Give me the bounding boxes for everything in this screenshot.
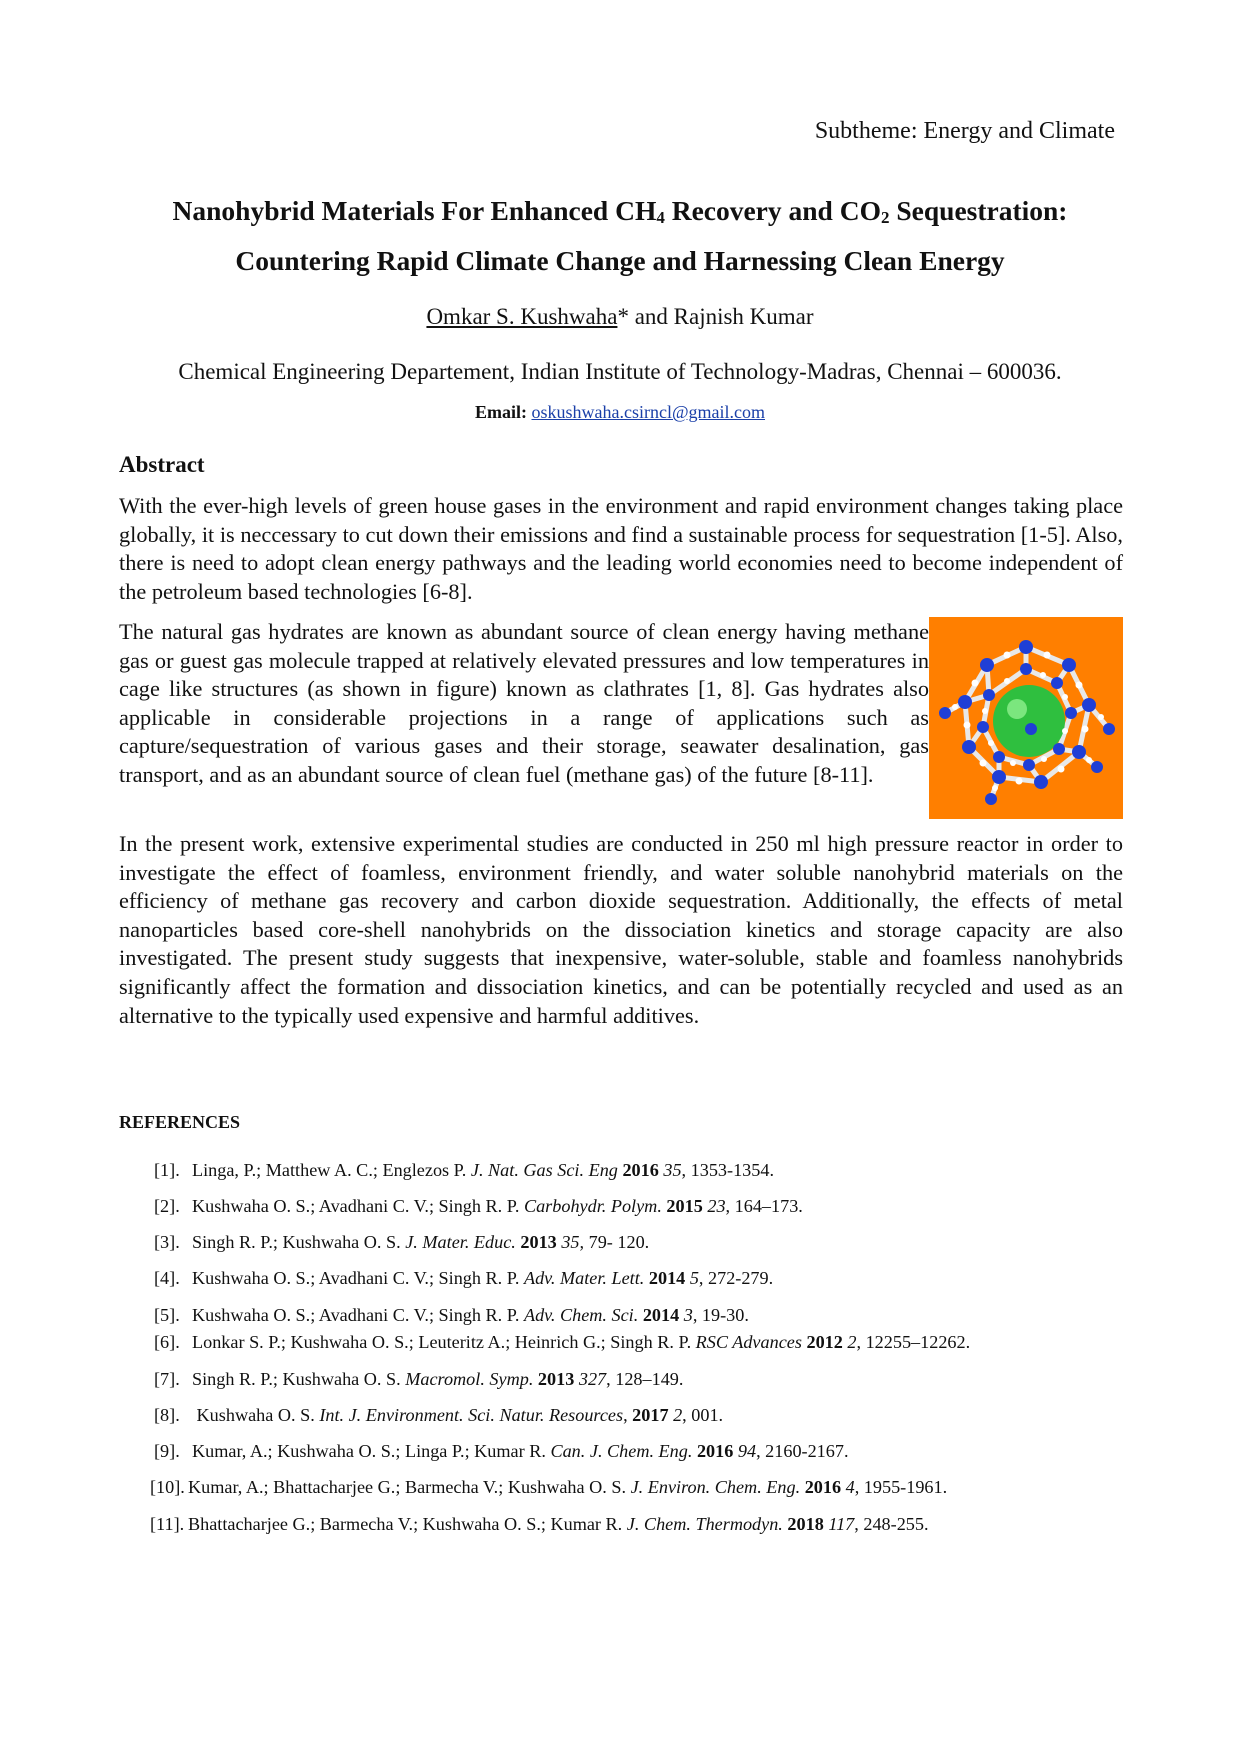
reference-number: [10]. <box>150 1477 185 1497</box>
reference-journal: Carbohydr. Polym. <box>523 1196 662 1216</box>
reference-year: 2012 <box>806 1332 843 1352</box>
title-subscript-4: 4 <box>656 208 665 227</box>
reference-pages: , 164–173. <box>725 1196 803 1216</box>
abstract-paragraph-3: In the present work, extensive experimental studies are conducted in 250 ml high pressure reactor in order to investigate the effect of foamless, environment friendly, and water soluble nanohybrid materials on the efficiency of methane gas recovery and carbon dioxide sequestration. Additionally, the effects of metal nanoparticles based core-shell nanohybrids on the dissociation kinetics and storage capacity are also investigated. The present study suggests that inexpensive, water-soluble, stable and foamless nanohybrids significantly affect the formation and dissociation kinetics, and can be potentially recycled and used as an alternative to the typically used expensive and harmful additives. <box>119 831 1123 1028</box>
reference-number: [4]. <box>154 1268 180 1288</box>
reference-journal: J. Nat. Gas Sci. Eng <box>470 1160 618 1180</box>
reference-pages: , 001. <box>682 1405 724 1425</box>
reference-journal: Can. J. Chem. Eng. <box>550 1441 693 1461</box>
email-link[interactable]: oskushwaha.csirncl@gmail.com <box>531 402 766 422</box>
reference-authors: Kumar, A.; Kushwaha O. S.; Linga P.; Kumar R. <box>192 1441 551 1461</box>
reference-item <box>154 1330 970 1354</box>
reference-number: [9]. <box>154 1441 180 1461</box>
reference-pages: , 19-30. <box>692 1305 749 1325</box>
reference-pages: , 12255–12262. <box>856 1332 971 1352</box>
author-list <box>120 302 1120 332</box>
reference-item <box>150 1475 947 1499</box>
reference-number: [7]. <box>154 1369 180 1389</box>
reference-journal: Int. J. Environment. Sci. Natur. Resources <box>319 1405 624 1425</box>
reference-number: [11]. <box>150 1514 185 1534</box>
reference-authors: Linga, P.; Matthew A. C.; Englezos P. <box>192 1160 471 1180</box>
reference-item <box>150 1512 929 1536</box>
reference-journal: Adv. Mater. Lett. <box>523 1268 645 1288</box>
email-label: Email: <box>474 402 527 422</box>
reference-item <box>154 1439 849 1463</box>
subtheme-label: Subtheme: Energy and Climate <box>814 118 1115 144</box>
reference-journal: J. Mater. Educ. <box>405 1232 516 1252</box>
corresponding-asterisk: * <box>617 304 629 329</box>
reference-volume: 5 <box>689 1268 699 1288</box>
reference-pages: , 1353-1354. <box>681 1160 774 1180</box>
reference-volume: 117 <box>828 1514 855 1534</box>
reference-item <box>154 1403 723 1427</box>
reference-authors: Kushwaha O. S.; Avadhani C. V.; Singh R. P. <box>192 1268 524 1288</box>
title-line-1 <box>120 186 1120 236</box>
reference-pages: , 1955-1961. <box>854 1477 948 1497</box>
reference-item <box>154 1266 773 1290</box>
reference-volume: 2 <box>673 1405 683 1425</box>
reference-year: 2014 <box>648 1268 686 1288</box>
title-line-1-part-a: Nanohybrid Materials For Enhanced CH <box>172 195 657 226</box>
reference-item <box>154 1158 774 1182</box>
title-line-2: Countering Rapid Climate Change and Harnessing Clean Energy <box>235 245 1005 276</box>
reference-authors: Lonkar S. P.; Kushwaha O. S.; Leuteritz A.; Heinrich G.; Singh R. P. <box>192 1332 696 1352</box>
reference-authors: Kumar, A.; Bhattacharjee G.; Barmecha V.; Kushwaha O. S. <box>188 1477 631 1497</box>
paper-title <box>120 186 1120 286</box>
reference-volume: 35 <box>663 1160 682 1180</box>
email-line <box>120 400 1120 424</box>
reference-year: 2016 <box>622 1160 659 1180</box>
reference-pages: 79- 120. <box>584 1232 650 1252</box>
reference-authors: Kushwaha O. S.; Avadhani C. V.; Singh R. P. <box>192 1305 524 1325</box>
title-subscript-2: 2 <box>880 208 890 227</box>
reference-year: 2018 <box>787 1514 824 1534</box>
reference-year: 2015 <box>666 1196 703 1216</box>
reference-item <box>154 1194 803 1218</box>
reference-authors: Kushwaha O. S. <box>192 1405 320 1425</box>
primary-author: Omkar S. Kushwaha <box>426 304 618 329</box>
affiliation: Chemical Engineering Departement, Indian Institute of Technology-Madras, Chennai – 600036. <box>178 359 1062 384</box>
reference-journal: J. Environ. Chem. Eng. <box>630 1477 801 1497</box>
reference-item <box>154 1230 649 1254</box>
reference-number: [5]. <box>154 1305 180 1325</box>
reference-year: 2014 <box>642 1305 680 1325</box>
reference-volume: 3 <box>683 1305 693 1325</box>
reference-number: [1]. <box>154 1160 180 1180</box>
reference-volume: 327 <box>578 1369 607 1389</box>
reference-item <box>154 1303 749 1327</box>
reference-journal: J. Chem. Thermodyn. <box>626 1514 783 1534</box>
title-line-1-part-c: Sequestration: <box>889 195 1068 226</box>
reference-number: [6]. <box>154 1332 180 1352</box>
abstract-paragraph-1: With the ever-high levels of green house gases in the environment and rapid environment changes taking place globally, it is neccessary to cut down their emissions and find a sustainable process for sequestration [1-5]. Also, there is need to adopt clean energy pathways and the leading world economies need to become independent of the petroleum based technologies [6-8]. <box>119 493 1123 604</box>
reference-pages: , 128–149. <box>606 1369 684 1389</box>
reference-number: [3]. <box>154 1232 180 1252</box>
reference-volume: 35, <box>561 1232 585 1252</box>
reference-pages: , 272-279. <box>698 1268 774 1288</box>
reference-journal: Macromol. Symp. <box>405 1369 534 1389</box>
reference-number: [2]. <box>154 1196 180 1216</box>
abstract-paragraph-2: The natural gas hydrates are known as abundant source of clean energy having methane gas or guest gas molecule trapped at relatively elevated pressures and low temperatures in cage like structures (as shown in figure) known as clathrates [1, 8]. Gas hydrates also applicable in considerable projections in a range of applications such as capture/sequestration of various gases and their storage, seawater desalination, gas transport, and as an abundant source of clean fuel (methane gas) of the future [8-11]. <box>119 619 929 787</box>
references-heading: REFERENCES <box>119 1112 241 1132</box>
reference-volume: 94 <box>737 1441 757 1461</box>
reference-separator: , <box>623 1405 633 1425</box>
reference-pages: , 248-255. <box>854 1514 929 1534</box>
reference-year: 2013 <box>537 1369 575 1389</box>
clathrate-cage-molecule-icon <box>929 617 1123 819</box>
reference-volume: 4 <box>845 1477 855 1497</box>
reference-year: 2017 <box>632 1405 669 1425</box>
clathrate-figure-svg <box>929 617 1123 819</box>
reference-year: 2016 <box>696 1441 734 1461</box>
reference-year: 2016 <box>804 1477 842 1497</box>
title-line-1-part-b: Recovery and CO <box>664 195 881 226</box>
reference-authors: Bhattacharjee G.; Barmecha V.; Kushwaha O. S.; Kumar R. <box>188 1514 627 1534</box>
co-authors: and Rajnish Kumar <box>628 304 814 329</box>
reference-journal: Adv. Chem. Sci. <box>523 1305 639 1325</box>
reference-item <box>154 1367 683 1391</box>
reference-number: [8]. <box>154 1405 180 1425</box>
reference-authors: Kushwaha O. S.; Avadhani C. V.; Singh R. P. <box>192 1196 524 1216</box>
reference-volume: 2 <box>847 1332 857 1352</box>
reference-pages: , 2160-2167. <box>756 1441 849 1461</box>
reference-authors: Singh R. P.; Kushwaha O. S. <box>192 1369 406 1389</box>
reference-year: 2013 <box>520 1232 557 1252</box>
reference-authors: Singh R. P.; Kushwaha O. S. <box>192 1232 406 1252</box>
reference-journal: RSC Advances <box>695 1332 802 1352</box>
reference-volume: 23 <box>707 1196 726 1216</box>
abstract-heading: Abstract <box>119 452 205 477</box>
